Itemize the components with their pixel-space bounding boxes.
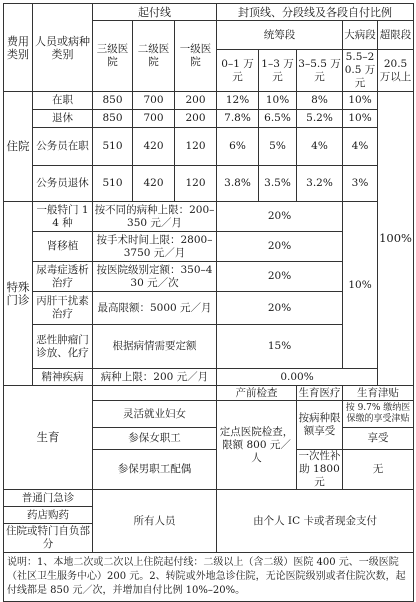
cell: 12% [217, 92, 259, 110]
table-row [4, 369, 414, 386]
cell: 850 [93, 92, 133, 110]
special-major-value: 10% [343, 202, 378, 369]
selfpay-row: 药店购药 [4, 507, 93, 524]
cell: 3.8% [217, 166, 259, 202]
ratio-cell: 20% [217, 232, 343, 262]
row-name: 恶性肿瘤门诊放、化疗 [33, 325, 93, 369]
header-pool-segment: 统筹段 [217, 21, 343, 50]
maternity-allowance: 无 [343, 450, 414, 490]
cell: 120 [175, 166, 217, 202]
header-over: 超限段 [378, 21, 414, 50]
table-row [4, 128, 414, 166]
ratio-cell: 15% [217, 325, 343, 369]
special-label: 特殊门诊 [4, 202, 33, 386]
ratio-cell: 20% [217, 202, 343, 232]
cell: 6.5% [259, 110, 297, 128]
cell: 10% [343, 92, 378, 110]
limit-cell: 按手术时间上限：2800–3750 元／月 [93, 232, 217, 262]
cell: 7.8% [217, 110, 259, 128]
row-name: 精神疾病 [33, 369, 93, 386]
header-category: 费用类别 [4, 4, 33, 92]
row-name: 公务员在职 [33, 128, 93, 166]
header-seg1: 0–1 万元 [217, 50, 259, 92]
maternity-medical: 按病种限额享受 [297, 401, 343, 450]
row-name: 退休 [33, 110, 93, 128]
selfpay-row: 住院或特门自负部分 [4, 524, 93, 553]
over-limit-value: 100% [378, 92, 414, 386]
cell: 200 [175, 110, 217, 128]
maternity-allowance: 按 9.7% 缴纳医保缴的享受津贴 [343, 401, 414, 428]
insurance-table [3, 3, 414, 602]
ratio-cell: 0.00% [217, 369, 378, 386]
cell: 4% [297, 128, 343, 166]
cell: 10% [259, 92, 297, 110]
maternity-label: 生育 [4, 386, 93, 490]
table-row [4, 490, 414, 507]
maternity-medical-2: 一次性补助 1800 元 [298, 450, 341, 488]
cell: 420 [133, 128, 175, 166]
cell: 8% [297, 92, 343, 110]
limit-cell: 病种上限：200 元／月 [93, 369, 217, 386]
row-name: 在职 [33, 92, 93, 110]
table-row [4, 386, 414, 401]
cell: 6% [217, 128, 259, 166]
header-major: 大病段 [343, 21, 378, 50]
table-row [4, 92, 414, 110]
header-seg2: 1–3 万元 [259, 50, 297, 92]
ratio-cell: 20% [217, 262, 343, 292]
header-person-type: 人员或病种类别 [33, 4, 93, 92]
cell: 5% [259, 128, 297, 166]
limit-cell: 最高限额：5000 元／月 [93, 292, 217, 325]
cell: 510 [93, 128, 133, 166]
header-major-range: 5.5–20.5 万元 [343, 50, 378, 92]
maternity-medical-header: 生育医疗 [298, 386, 341, 399]
cell: 10% [343, 110, 378, 128]
table-row [4, 166, 414, 202]
header-seg3: 3–5.5 万元 [297, 50, 343, 92]
maternity-group: 灵活就业妇女 [93, 401, 217, 428]
selfpay-how: 由个人 IC 卡或者现金支付 [217, 490, 414, 553]
cell: 120 [175, 128, 217, 166]
table-row [4, 202, 414, 232]
cell: 3.5% [259, 166, 297, 202]
cell: 510 [93, 166, 133, 202]
cell: 420 [133, 166, 175, 202]
ratio-cell: 20% [217, 292, 343, 325]
row-name: 肾移植 [33, 232, 93, 262]
header-tier3: 三级医院 [93, 21, 133, 92]
maternity-allowance: 享受 [343, 428, 414, 450]
selfpay-row: 普通门急诊 [4, 490, 93, 507]
header-over-range: 20.5 万以上 [378, 50, 414, 92]
row-name: 尿毒症透析治疗 [33, 262, 93, 292]
maternity-group: 参保男职工配偶 [93, 450, 217, 490]
row-name: 一般特门 14 种 [33, 202, 93, 232]
maternity-prenatal-header: 产前检查 [217, 386, 297, 401]
cell: 700 [133, 92, 175, 110]
cell: 850 [93, 110, 133, 128]
header-tier1: 一级医院 [175, 21, 217, 92]
cell: 700 [133, 110, 175, 128]
cell: 4% [343, 128, 378, 166]
selfpay-who: 所有人员 [93, 490, 217, 553]
maternity-prenatal: 定点医院检查，限额 800 元／人 [217, 401, 297, 490]
limit-cell: 根据病情需要定额 [93, 325, 217, 369]
cell: 3.2% [297, 166, 343, 202]
cell: 3% [343, 166, 378, 202]
cell: 200 [175, 92, 217, 110]
row-name: 丙肝干扰素治疗 [33, 292, 93, 325]
header-threshold: 起付线 [93, 4, 217, 21]
cell: 5.2% [297, 110, 343, 128]
table-row [4, 110, 414, 128]
inpatient-label: 住院 [4, 92, 33, 202]
limit-cell: 按医院级别定额：350–430 元／次 [93, 262, 217, 292]
row-name: 公务员退休 [33, 166, 93, 202]
maternity-allowance-header: 生育津贴 [343, 386, 414, 401]
maternity-blank [93, 386, 217, 401]
limit-cell: 按不同的病种上限：200–350 元／月 [93, 202, 217, 232]
header-tier2: 二级医院 [133, 21, 175, 92]
table-note: 说明：1、本地二次或二次以上住院起付线：二级以上（含二级）医院 400 元、一级医院（社区卫生服务中心）200 元。2、转院或外地急诊住院，无论医院级别或者住院次数，起付线都是 850 元／次，并增加自付比例 10%–20%。 [4, 553, 414, 602]
header-cap-ratio: 封顶线、分段线及各段自付比例 [217, 4, 414, 21]
maternity-group: 参保女职工 [93, 428, 217, 450]
